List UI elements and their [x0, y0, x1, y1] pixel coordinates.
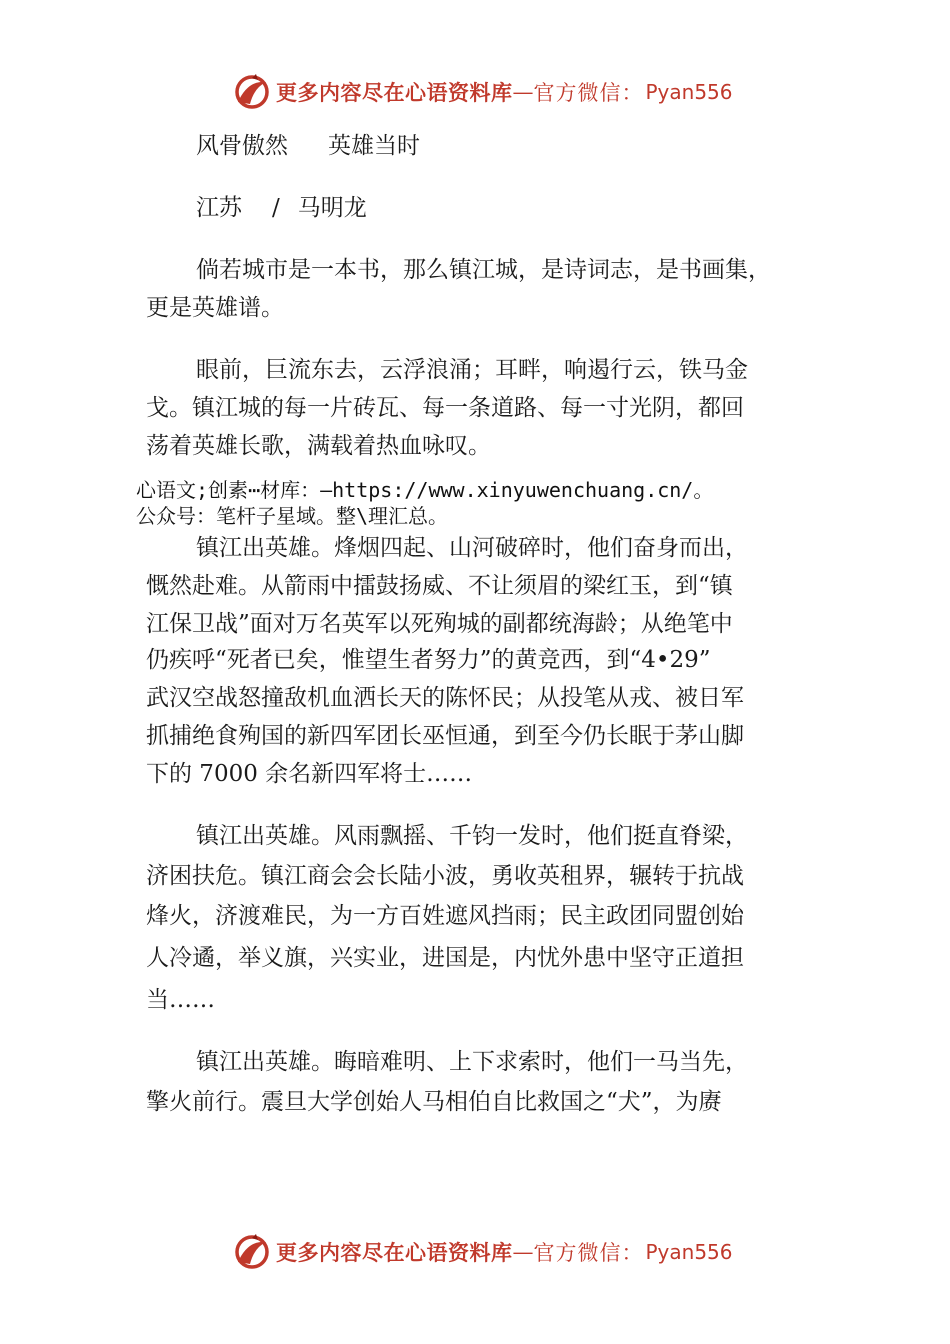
- article-title: [196, 128, 860, 164]
- author-name: 马明龙: [297, 195, 367, 221]
- paragraph-line: 擎火前行。震旦大学创始人马相伯自比救国之“犬”，为赓: [146, 1089, 722, 1115]
- paragraph-line: 镇江出英雄。烽烟四起、山河破碎时，他们奋身而出，: [196, 535, 748, 561]
- banner-main-text: 更多内容尽在心语资料库: [276, 1240, 513, 1265]
- paragraph-line: 济困扶危。镇江商会会长陆小波，勇收英租界，辗转于抗战: [146, 863, 744, 889]
- paragraph-line: 眼前，巨流东去，云浮浪涌；耳畔，响遏行云，铁马金: [196, 357, 748, 383]
- paragraph-line: 抓捕绝食殉国的新四军团长巫恒通，到至今仍长眠于茅山脚: [146, 723, 744, 749]
- banner-dash: —: [512, 1240, 534, 1264]
- footer-banner: [232, 1232, 733, 1272]
- paragraph-line: 戈。镇江城的每一片砖瓦、每一条道路、每一寸光阴，都回: [146, 395, 744, 421]
- banner-wechat-label: 官方微信：: [533, 81, 644, 105]
- paragraph-line: 人冷遹，举义旗，兴实业，进国是，内忧外患中坚守正道担: [146, 945, 744, 971]
- banner-wechat-label: 官方微信：: [533, 1241, 644, 1265]
- paragraph-line: 倘若城市是一本书，那么镇江城，是诗词志，是书画集，: [196, 257, 771, 283]
- paragraph-line: 荡着英雄长歌，满载着热血咏叹。: [146, 433, 491, 459]
- banner-dash: —: [512, 80, 534, 104]
- author-place: 江苏: [196, 195, 242, 221]
- author-separator: /: [272, 195, 280, 221]
- brand-logo-icon: [232, 1232, 272, 1272]
- paragraph-line: 镇江出英雄。晦暗难明、上下求索时，他们一马当先，: [196, 1049, 748, 1075]
- paragraph-line: 镇江出英雄。风雨飘摇、千钧一发时，他们挺直脊梁，: [196, 823, 748, 849]
- banner-wechat-id: Pyan556: [645, 80, 733, 104]
- paragraph-line: 武汉空战怒撞敌机血洒长天的陈怀民；从投笔从戎、被日军: [146, 685, 744, 711]
- paragraph-line: 仍疾呼“死者已矣，惟望生者努力”的黄竞西，到“4•29”: [146, 647, 711, 673]
- paragraph-line: 江保卫战”面对万名英军以死殉城的副都统海龄；从绝笔中: [146, 611, 733, 637]
- brand-logo-icon: [232, 72, 272, 112]
- header-banner: [232, 72, 733, 112]
- paragraph-line: 慨然赴难。从箭雨中擂鼓扬威、不让须眉的梁红玉，到“镇: [146, 573, 733, 599]
- watermark-line: 公众号：笔杆子星域。整\理汇总。: [136, 504, 449, 528]
- paragraph-line: 下的 7000 余名新四军将士……: [146, 761, 473, 787]
- watermark-line: 心语文;创素⋯材库：—https://www.xinyuwenchuang.cn/。: [136, 478, 714, 502]
- paragraph-line: 烽火，济渡难民，为一方百姓遮风挡雨；民主政团同盟创始: [146, 903, 744, 929]
- banner-wechat-id: Pyan556: [645, 1240, 733, 1264]
- banner-main-text: 更多内容尽在心语资料库: [276, 80, 513, 105]
- title-right: 英雄当时: [328, 133, 420, 159]
- paragraph-line: 更是英雄谱。: [146, 295, 284, 321]
- paragraph-line: 当……: [146, 987, 215, 1013]
- author-line: [196, 190, 860, 226]
- title-left: 风骨傲然: [196, 133, 288, 159]
